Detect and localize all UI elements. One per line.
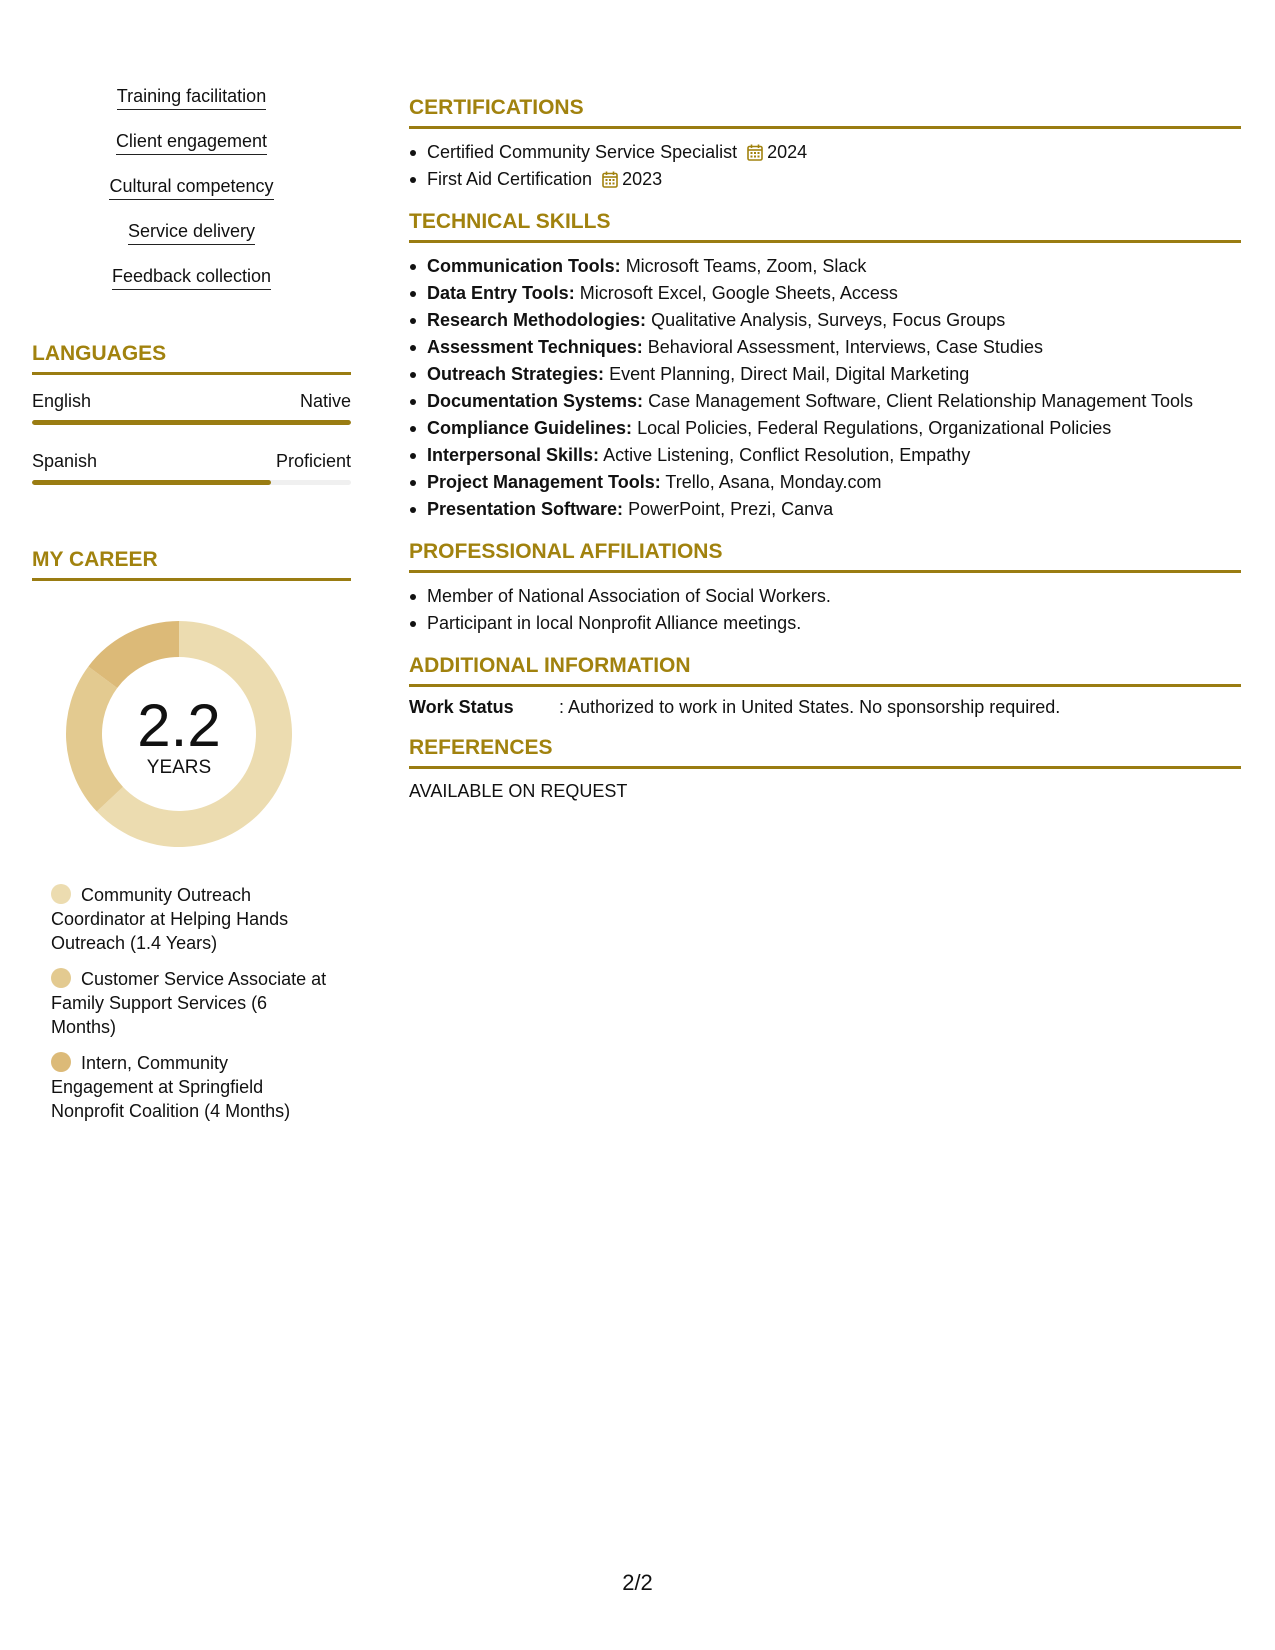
career-legend: [51, 883, 331, 1123]
legend-dot: [51, 1052, 71, 1072]
certification-year: 2023: [622, 169, 663, 189]
skill-values: Microsoft Excel, Google Sheets, Access: [579, 283, 898, 303]
affiliation-item: Member of National Association of Social Workers.: [409, 583, 1241, 610]
legend-dot: [51, 968, 71, 988]
languages-title: LANGUAGES: [32, 341, 351, 375]
technical-skills-section: [409, 209, 1241, 523]
skill-category: Presentation Software:: [427, 499, 624, 519]
language-level: Native: [299, 391, 351, 411]
language-level: Proficient: [275, 451, 351, 471]
legend-label: Customer Service Associate at Family Support Services (6 Months): [51, 969, 327, 1037]
skill-category: Communication Tools:: [427, 256, 621, 276]
skill-values: Behavioral Assessment, Interviews, Case Studies: [647, 337, 1043, 357]
legend-dot: [51, 884, 71, 904]
legend-label: Intern, Community Engagement at Springfield Nonprofit Coalition (4 Months): [51, 1053, 291, 1121]
technical-skills-title: TECHNICAL SKILLS: [409, 209, 1241, 243]
skill-chip: Feedback collection: [112, 264, 271, 290]
skill-category: Interpersonal Skills:: [427, 445, 600, 465]
certification-name: First Aid Certification: [427, 169, 593, 189]
skill-values: Local Policies, Federal Regulations, Organizational Policies: [637, 418, 1112, 438]
skill-chip: Service delivery: [128, 219, 255, 245]
certification-item: [409, 166, 1241, 193]
references-title: REFERENCES: [409, 735, 1241, 769]
skills-list: [32, 84, 351, 309]
language-name: Spanish: [32, 451, 98, 471]
career-total-value: 2.2: [137, 692, 221, 759]
skill-category: Outreach Strategies:: [427, 364, 605, 384]
skill-values: Active Listening, Conflict Resolution, Empathy: [603, 445, 971, 465]
work-status-value: : Authorized to work in United States. No sponsorship required.: [559, 697, 1061, 717]
skill-category: Assessment Techniques:: [427, 337, 643, 357]
career-donut-chart: [66, 621, 292, 847]
affiliations-section: [409, 539, 1241, 637]
skill-values: Case Management Software, Client Relationship Management Tools: [648, 391, 1194, 411]
technical-skill-item: [409, 307, 1241, 334]
affiliation-item: Participant in local Nonprofit Alliance meetings.: [409, 610, 1241, 637]
affiliations-title: PROFESSIONAL AFFILIATIONS: [409, 539, 1241, 573]
skill-category: Compliance Guidelines:: [427, 418, 633, 438]
skill-category: Documentation Systems:: [427, 391, 644, 411]
technical-skill-item: [409, 334, 1241, 361]
career-total-unit: YEARS: [146, 757, 212, 778]
career-section: [32, 547, 351, 1123]
skill-chip: Cultural competency: [109, 174, 273, 200]
technical-skill-item: [409, 415, 1241, 442]
language-bar: [32, 420, 351, 425]
career-title: MY CAREER: [32, 547, 351, 581]
skill-values: PowerPoint, Prezi, Canva: [628, 499, 834, 519]
references-section: [409, 735, 1241, 803]
page-number: 2/2: [622, 1570, 653, 1595]
certification-year: 2024: [767, 142, 808, 162]
language-name: English: [32, 391, 92, 411]
left-column: [32, 84, 351, 1135]
skill-category: Project Management Tools:: [427, 472, 661, 492]
skill-chip: Training facilitation: [117, 84, 266, 110]
languages-section: [32, 341, 351, 485]
calendar-icon: [602, 171, 618, 188]
technical-skill-item: [409, 361, 1241, 388]
technical-skill-item: [409, 388, 1241, 415]
legend-item: [51, 967, 331, 1039]
technical-skill-item: [409, 496, 1241, 523]
additional-info-title: ADDITIONAL INFORMATION: [409, 653, 1241, 687]
work-status-label: Work Status: [409, 697, 514, 717]
language-bar-fill: [32, 480, 271, 485]
skill-category: Research Methodologies:: [427, 310, 647, 330]
skill-values: Event Planning, Direct Mail, Digital Marketing: [609, 364, 970, 384]
work-status-row: [409, 695, 1241, 719]
skill-category: Data Entry Tools:: [427, 283, 575, 303]
donut-center: [66, 692, 292, 779]
certifications-title: CERTIFICATIONS: [409, 95, 1241, 129]
legend-label: Community Outreach Coordinator at Helping Hands Outreach (1.4 Years): [51, 885, 289, 953]
language-bar: [32, 480, 351, 485]
legend-item: [51, 883, 331, 955]
certifications-section: [409, 95, 1241, 193]
language-bar-fill: [32, 420, 351, 425]
skill-values: Microsoft Teams, Zoom, Slack: [625, 256, 867, 276]
technical-skill-item: [409, 469, 1241, 496]
language-item: [32, 449, 351, 485]
skill-chip: Client engagement: [116, 129, 267, 155]
certification-item: [409, 139, 1241, 166]
legend-item: [51, 1051, 331, 1123]
skill-values: Trello, Asana, Monday.com: [665, 472, 882, 492]
calendar-icon: [747, 144, 763, 161]
references-text: AVAILABLE ON REQUEST: [409, 781, 628, 801]
technical-skill-item: [409, 280, 1241, 307]
technical-skill-item: [409, 442, 1241, 469]
skill-values: Qualitative Analysis, Surveys, Focus Groups: [651, 310, 1006, 330]
additional-info-section: [409, 653, 1241, 719]
right-column: [409, 95, 1241, 819]
technical-skill-item: [409, 253, 1241, 280]
language-item: [32, 389, 351, 425]
certification-name: Certified Community Service Specialist: [427, 142, 738, 162]
